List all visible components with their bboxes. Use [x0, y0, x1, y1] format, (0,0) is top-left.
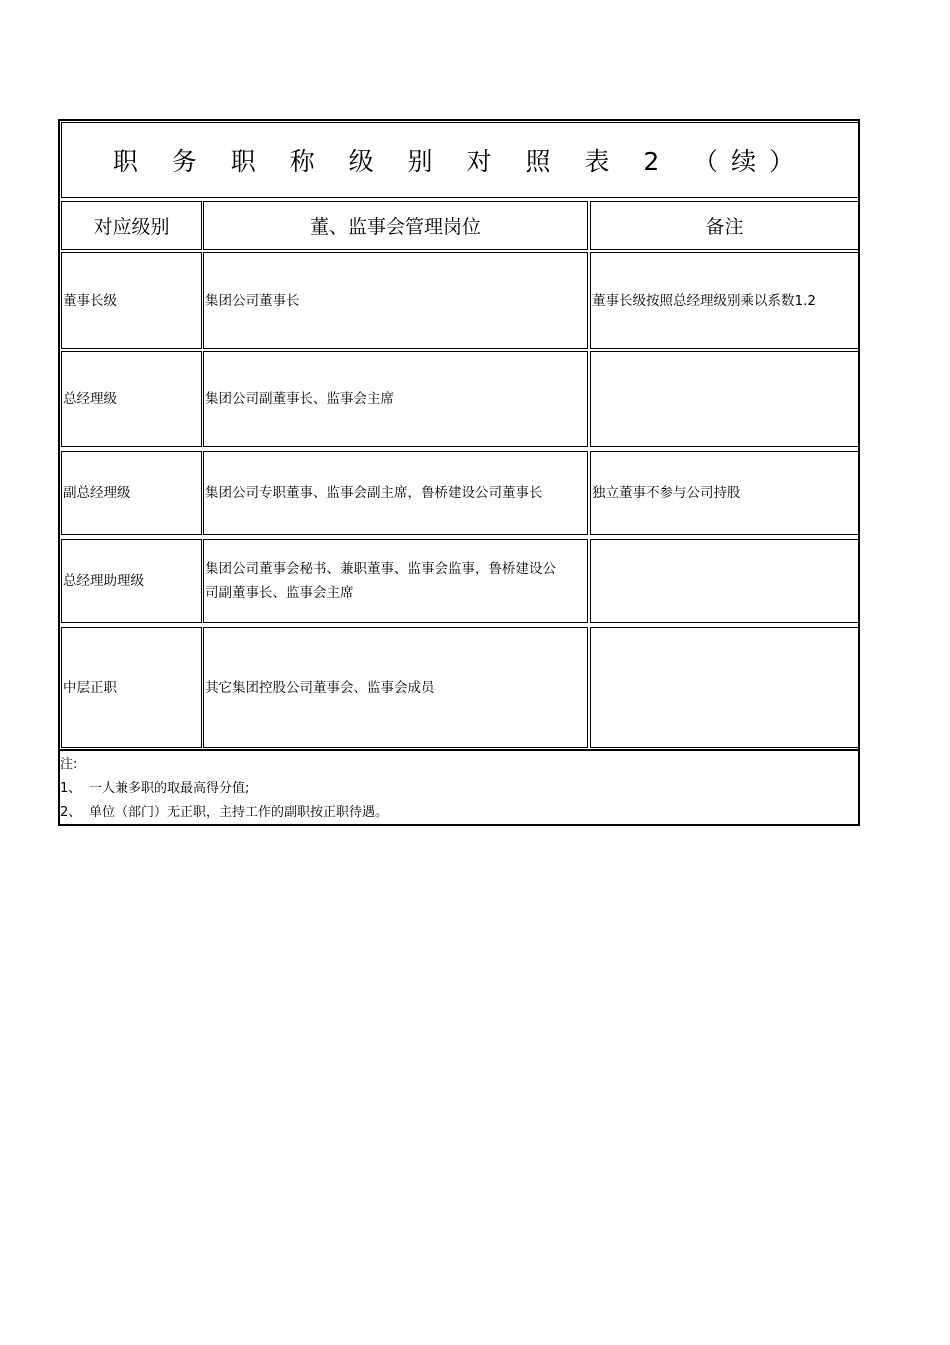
header-remark: 备注 — [590, 201, 859, 250]
table-row-cell-level — [61, 539, 202, 623]
table-row-cell-level — [61, 252, 202, 349]
table-row-cell-remark — [590, 351, 859, 447]
note-number: 2、 — [60, 805, 82, 820]
cell-text: 总经理助理级 — [63, 573, 144, 589]
table-row-cell-position — [203, 351, 588, 447]
notes-heading: 注: — [60, 757, 78, 772]
cell-text: 中层正职 — [63, 679, 117, 696]
cell-text: 总经理级 — [63, 391, 117, 407]
note-text: 单位（部门）无正职，主持工作的副职按正职待遇。 — [89, 805, 389, 820]
table-row-cell-position — [203, 627, 588, 748]
header-level: 对应级别 — [61, 201, 202, 250]
cell-text: 副总经理级 — [63, 485, 131, 501]
note-text: 一人兼多职的取最高得分值; — [89, 781, 250, 796]
comparison-table — [58, 119, 860, 826]
cell-text: 集团公司专职董事、监事会副主席，鲁桥建设公司董事长 — [205, 485, 543, 501]
cell-text: 董事长级 — [63, 292, 117, 309]
notes-section — [60, 749, 858, 825]
note-item — [60, 777, 858, 801]
table-row-cell-remark — [590, 627, 859, 748]
table-row-cell-position — [203, 451, 588, 535]
table-row-cell-remark — [590, 539, 859, 623]
table-row-cell-level — [61, 451, 202, 535]
cell-text: 集团公司副董事长、监事会主席 — [205, 391, 394, 407]
header-position: 董、监事会管理岗位 — [203, 201, 588, 250]
table-row-cell-remark — [590, 252, 859, 349]
table-title: 职 务 职 称 级 别 对 照 表 2 （续） — [112, 147, 808, 176]
note-number: 1、 — [60, 781, 82, 796]
table-row-cell-level — [61, 627, 202, 748]
cell-text: 集团公司董事会秘书、兼职董事、监事会监事，鲁桥建设公司副董事长、监事会主席 — [205, 561, 556, 601]
cell-text: 董事长级按照总经理级别乘以系数1.2 — [592, 292, 816, 309]
cell-text: 其它集团控股公司董事会、监事会成员 — [205, 679, 435, 696]
table-row-cell-remark — [590, 451, 859, 535]
table-row-cell-level — [61, 351, 202, 447]
cell-text: 集团公司董事长 — [205, 292, 300, 309]
table-row-cell-position — [203, 539, 588, 623]
table-title-cell — [61, 122, 859, 198]
note-item — [60, 801, 858, 825]
cell-text: 独立董事不参与公司持股 — [592, 485, 741, 501]
table-row-cell-position — [203, 252, 588, 349]
